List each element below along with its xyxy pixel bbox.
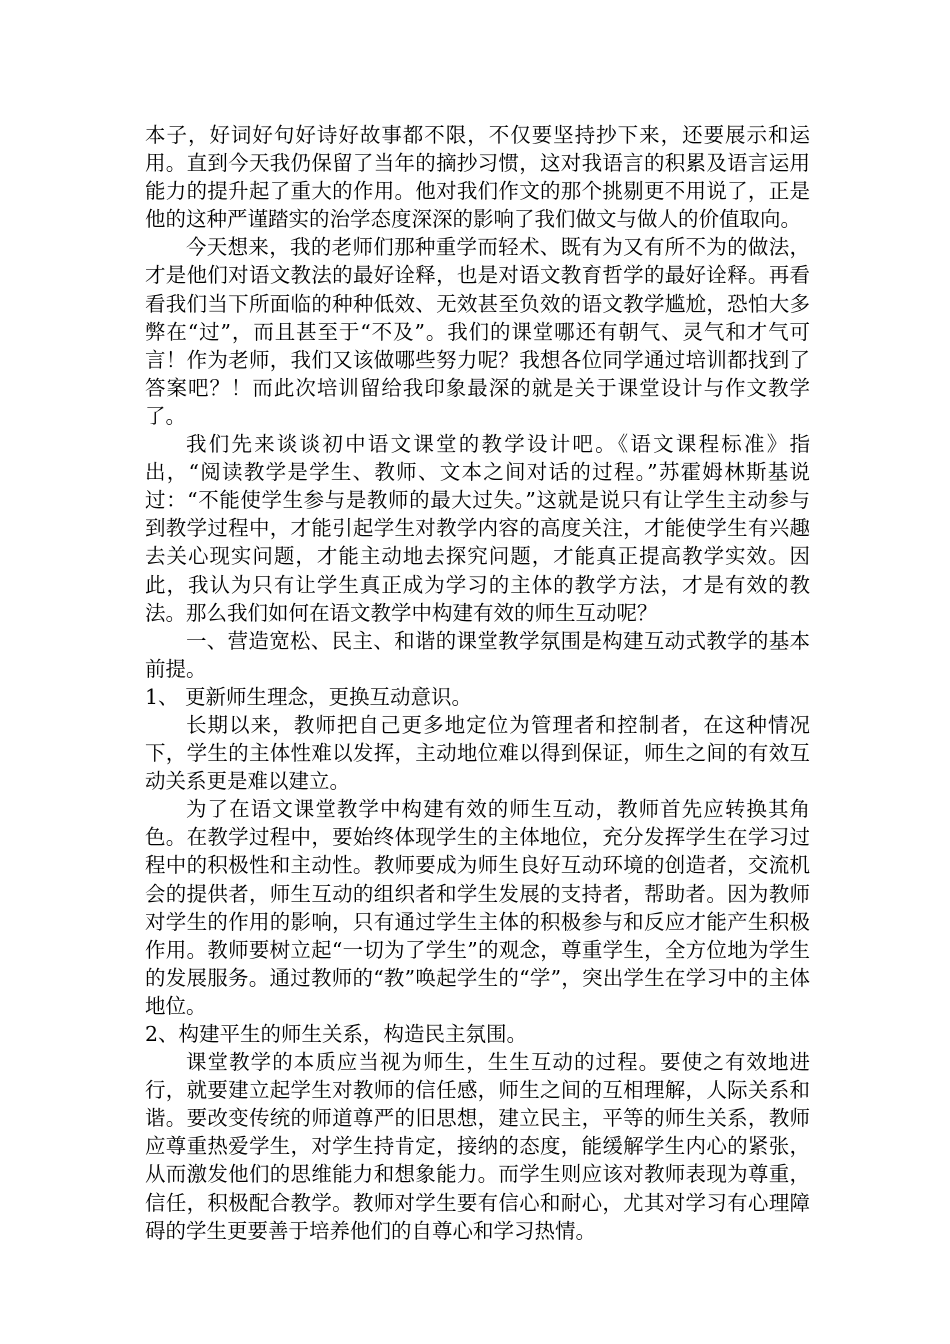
subheading-1: 1、 更新师生理念，更换互动意识。 xyxy=(145,684,473,709)
subheading-2: 2、构建平生的师生关系，构造民主氛围。 xyxy=(145,1022,528,1046)
paragraph-reflection: 今天想来，我的老师们那种重学而轻术、既有为又有所不为的做法，才是他们对语文教法的最好诠释，也是对语文教育哲学的最好诠释。再看看我们当下所面临的种种低效、无效甚至负效的语文教学尴尬，恐怕大多弊在“过”，而且甚至于“不及”。我们的课堂哪还有朝气、灵气和才气可言！作为老师，我们又该做哪些努力呢？我想各位同学通过培训都找到了答案吧？！而此次培训留给我印象最深的就是关于课堂设计与作文教学了。 xyxy=(145,235,810,428)
paragraph-continuation: 本子，好词好句好诗好故事都不限，不仅要坚持抄下来，还要展示和运用。直到今天我仍保留了当年的摘抄习惯，这对我语言的积累及语言运用能力的提升起了重大的作用。他对我们作文的那个挑剔更不用说了，正是他的这种严谨踏实的治学态度深深的影响了我们做文与做人的价值取向。 xyxy=(145,123,810,232)
section-heading-one: 一、营造宽松、民主、和谐的课堂教学氛围是构建互动式教学的基本前提。 xyxy=(145,628,810,681)
paragraph-relationship: 课堂教学的本质应当视为师生，生生互动的过程。要使之有效地进行，就要建立起学生对教师的信任感，师生之间的互相理解，人际关系和谐。要改变传统的师道尊严的旧思想，建立民主，平等的师生关系，教师应尊重热爱学生，对学生持肯定，接纳的态度，能缓解学生内心的紧张，从而激发他们的思维能力和想象能力。而学生则应该对教师表现为尊重，信任，积极配合教学。教师对学生要有信心和耐心，尤其对学习有心理障碍的学生更要善于培养他们的自尊心和学习热情。 xyxy=(145,1050,810,1243)
paragraph-teacher-role: 长期以来，教师把自己更多地定位为管理者和控制者，在这种情况下，学生的主体性难以发挥，主动地位难以得到保证，师生之间的有效互动关系更是难以建立。 xyxy=(145,712,810,794)
paragraph-lesson-design: 我们先来谈谈初中语文课堂的教学设计吧。《语文课程标准》指出，“阅读教学是学生、教师、文本之间对话的过程。”苏霍姆林斯基说过：“不能使学生参与是教师的最大过失。”这就是说只有让学生主动参与到教学过程中，才能引起学生对教学内容的高度关注，才能使学生有兴趣去关心现实问题，才能主动地去探究问题，才能真正提高教学实效。因此，我认为只有让学生真正成为学习的主体的教学方法，才是有效的教法。那么我们如何在语文教学中构建有效的师生互动呢？ xyxy=(145,432,810,625)
paragraph-role-change: 为了在语文课堂教学中构建有效的师生互动，教师首先应转换其角色。在教学过程中，要始终体现学生的主体地位，充分发挥学生在学习过程中的积极性和主动性。教师要成为师生良好互动环境的创造者，交流机会的提供者，师生互动的组织者和学生发展的支持者，帮助者。因为教师对学生的作用的影响，只有通过学生主体的积极参与和反应才能产生积极作用。教师要树立起“一切为了学生”的观念，尊重学生，全方位地为学生的发展服务。通过教师的“教”唤起学生的“学”，突出学生在学习中的主体地位。 xyxy=(145,797,810,1018)
document-page xyxy=(145,121,810,1245)
